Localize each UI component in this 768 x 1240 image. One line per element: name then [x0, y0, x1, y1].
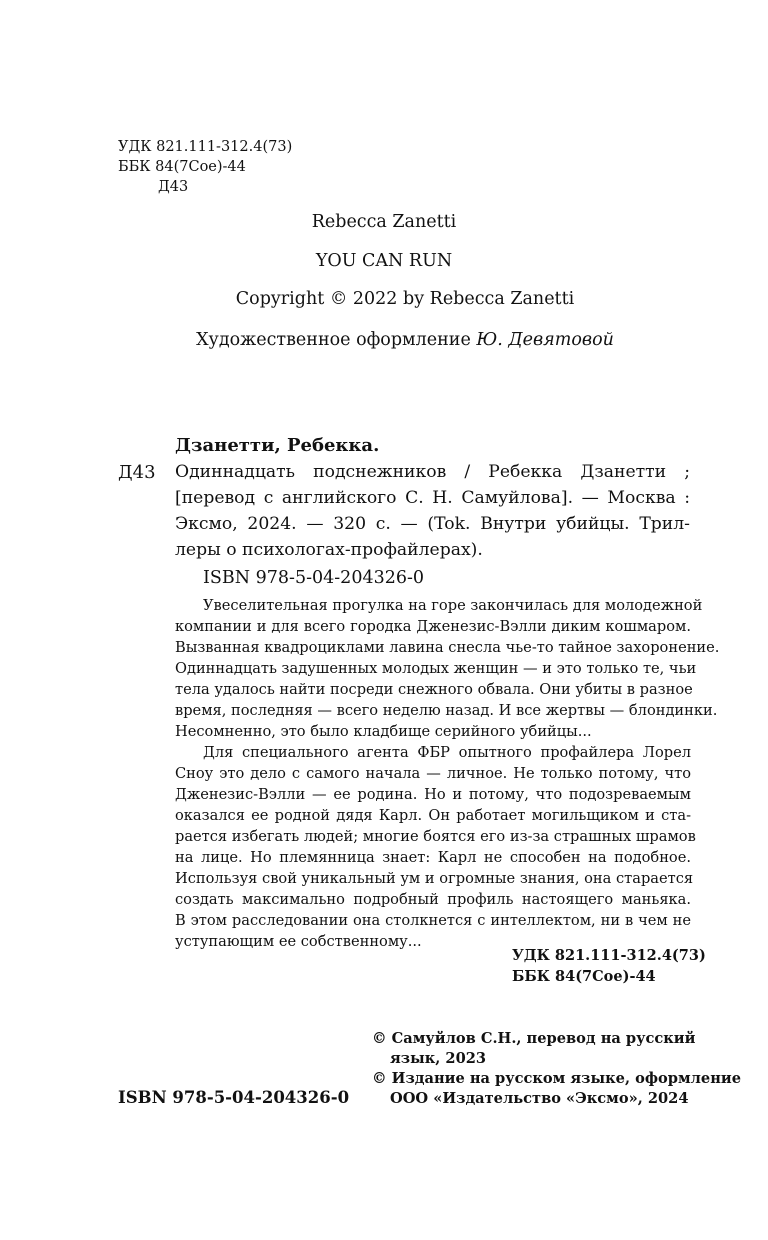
annotation-line: время, последняя — всего неделю назад. И все жертвы — блондинки. [175, 702, 718, 719]
udk-code-bottom: УДК 821.111-312.4(73) [512, 947, 706, 964]
annotation-line-last: Несомненно, это было кладбище серийного убийцы... [175, 723, 592, 740]
annotation-line: Вызванная квадроциклами лавина снесла чье-то тайное захоронение. [175, 639, 720, 656]
record-line-last: леры о психологах-профайлерах). [175, 540, 483, 560]
edition-copyright-cont: ООО «Издательство «Эксмо», 2024 [390, 1090, 689, 1107]
edition-copyright: © Издание на русском языке, оформление [372, 1070, 741, 1087]
translation-copyright: © Самуйлов С.Н., перевод на русский [372, 1030, 696, 1047]
original-title: YOU CAN RUN [315, 251, 453, 271]
record-isbn: ISBN 978-5-04-204326-0 [203, 568, 425, 588]
translation-copyright-cont: язык, 2023 [390, 1050, 487, 1067]
record-line: Одиннадцать подснежников / Ребекка Дзанетти ; [175, 462, 690, 482]
annotation-line: на лице. Но племянница знает: Карл не способен на подобное. [175, 849, 691, 866]
annotation-line: компании и для всего городка Дженезис-Вэлли диким кошмаром. [175, 618, 691, 635]
record-line: [перевод с английского С. Н. Самуйлова]. — Москва : [175, 488, 690, 508]
annotation-line: В этом расследовании она столкнется с интеллектом, ни в чем не [175, 912, 691, 929]
annotation-line: тела удалось найти посреди снежного обвала. Они убиты в разное [175, 681, 693, 698]
original-copyright: Copyright © 2022 by Rebecca Zanetti [235, 289, 575, 309]
annotation-line: Сноу это дело с самого начала — личное. Не только потому, что [175, 765, 691, 782]
annotation-line: оказался ее родной дядя Карл. Он работает могильщиком и ста- [175, 807, 691, 824]
design-credit-name: Ю. Девятовой [476, 330, 614, 350]
design-credit [0, 330, 768, 350]
annotation-line: создать максимально подробный профиль настоящего маньяка. [175, 891, 691, 908]
bbk-code-bottom: ББК 84(7Сое)-44 [512, 968, 656, 985]
annotation-line: рается избегать людей; многие боятся его из-за страшных шрамов [175, 828, 696, 845]
udk-code: УДК 821.111-312.4(73) [118, 139, 293, 155]
annotation-line-last: уступающим ее собственному... [175, 933, 422, 950]
record-line: Эксмо, 2024. — 320 с. — (Tok. Внутри убийцы. Трил- [175, 514, 690, 534]
annotation-line: Увеселительная прогулка на горе закончилась для молодежной [203, 597, 703, 614]
record-code: Д43 [118, 462, 156, 483]
isbn-bottom: ISBN 978-5-04-204326-0 [118, 1088, 350, 1107]
original-author: Rebecca Zanetti [311, 212, 457, 232]
annotation-line: Дженезис-Вэлли — ее родина. Но и потому, что подозреваемым [175, 786, 691, 803]
annotation-line: Для специального агента ФБР опытного профайлера Лорел [203, 744, 691, 761]
author-mark: Д43 [158, 179, 189, 195]
design-credit-prefix: Художественное оформление [196, 330, 471, 350]
annotation-line: Используя свой уникальный ум и огромные знания, она старается [175, 870, 694, 887]
record-heading: Дзанетти, Ребекка. [175, 435, 380, 456]
annotation-line: Одиннадцать задушенных молодых женщин — и это только те, чьи [175, 660, 697, 677]
bbk-code: ББК 84(7Сое)-44 [118, 159, 246, 175]
